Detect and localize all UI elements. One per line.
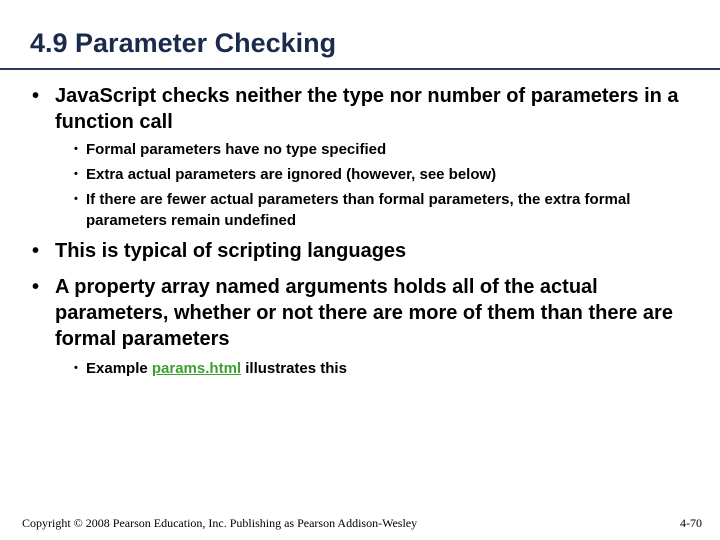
bullet-item	[32, 238, 682, 264]
sub-bullet-text	[86, 358, 694, 379]
bullet-text: JavaScript checks neither the type nor number of parameters in a function call	[55, 85, 679, 133]
bullet-item	[32, 274, 682, 352]
bullet-dot: •	[74, 193, 78, 205]
title-divider	[0, 68, 720, 70]
sub-bullet-item	[74, 139, 694, 160]
slide-title: 4.9 Parameter Checking	[30, 28, 337, 58]
bullet-item	[32, 83, 682, 135]
sub-bullet-text: Formal parameters have no type specified	[86, 141, 387, 158]
params-html-link[interactable]: params.html	[151, 360, 242, 377]
page-number: 4-70	[680, 516, 702, 530]
sub-bullet-text: If there are fewer actual parameters than formal parameters, the extra formal parameters remain undefined	[86, 191, 631, 229]
bullet-dot: •	[74, 168, 78, 180]
bullet-dot: •	[74, 362, 78, 374]
sub-bullet-item	[74, 358, 694, 379]
example-prefix: Example	[86, 360, 152, 377]
example-suffix: illustrates this	[241, 360, 347, 377]
bullet-dot: •	[32, 85, 40, 107]
bullet-dot: •	[74, 143, 78, 155]
sub-bullet-item	[74, 189, 694, 231]
sub-bullet-text: Extra actual parameters are ignored (however, see below)	[86, 166, 497, 183]
sub-bullet-item	[74, 164, 694, 185]
bullet-text: This is typical of scripting languages	[55, 240, 407, 262]
copyright-footer: Copyright © 2008 Pearson Education, Inc. Publishing as Pearson Addison-Wesley	[22, 516, 418, 530]
bullet-dot: •	[32, 276, 40, 298]
bullet-text: A property array named arguments holds all of the actual parameters, whether or not there are more of them than there are formal parameters	[55, 276, 673, 350]
bullet-dot: •	[32, 240, 40, 262]
